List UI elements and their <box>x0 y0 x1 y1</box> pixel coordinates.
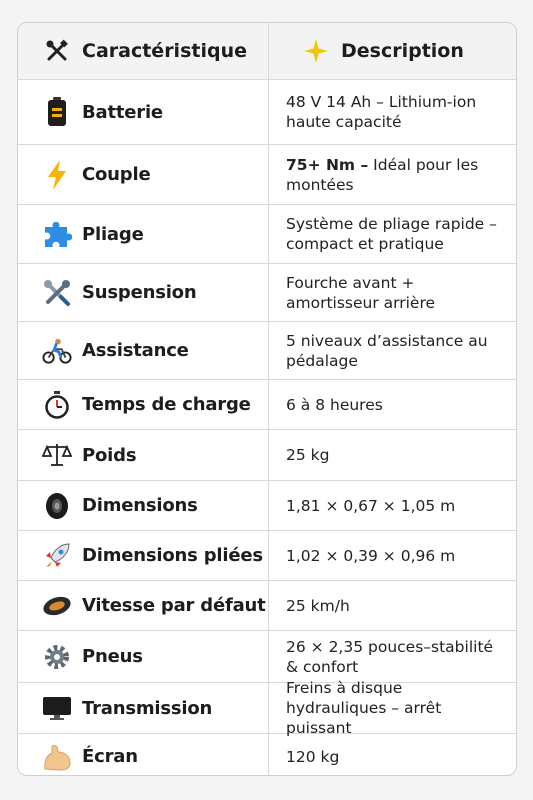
feature-label: Pliage <box>82 223 144 245</box>
table-header <box>18 23 516 80</box>
monitor-icon <box>42 693 72 723</box>
feature-label: Écran <box>82 746 138 767</box>
table-row <box>18 679 516 737</box>
table-row <box>18 430 516 481</box>
feature-label: Temps de charge <box>82 394 251 415</box>
table-row <box>18 264 516 322</box>
table-row <box>18 380 516 430</box>
feature-label: Couple <box>82 164 151 185</box>
stopwatch-icon <box>42 390 72 420</box>
header-label-feature: Caractéristique <box>82 40 247 62</box>
feature-label: Vitesse par défaut <box>82 595 266 616</box>
feature-description: 75+ Nm – Idéal pour les montées <box>286 155 479 194</box>
scale-icon <box>42 440 72 470</box>
table-row <box>18 631 516 683</box>
feature-label: Transmission <box>82 697 213 719</box>
feature-description: 1,02 × 0,39 × 0,96 m <box>286 546 456 565</box>
feature-label: Dimensions pliées <box>82 545 263 566</box>
feature-description: 5 niveaux d’assistance au pédalage <box>286 331 488 370</box>
flexed-biceps-icon <box>42 742 72 772</box>
header-col-feature <box>18 23 269 79</box>
cyclist-icon <box>42 336 72 366</box>
feature-description: 6 à 8 heures <box>286 395 383 414</box>
table-row <box>18 581 516 631</box>
table-row <box>18 205 516 264</box>
tools-icon <box>42 36 72 66</box>
spec-table <box>17 22 517 776</box>
feature-label: Assistance <box>82 340 189 361</box>
table-row <box>18 80 516 145</box>
tire-icon <box>42 491 72 521</box>
lightning-icon <box>42 160 72 190</box>
feature-description: 26 × 2,35 pouces–stabilité & confort <box>286 637 494 676</box>
table-row <box>18 531 516 581</box>
rocket-icon <box>42 541 72 571</box>
feature-description: 120 kg <box>286 747 340 766</box>
header-label-description: Description <box>341 40 464 62</box>
table-row <box>18 322 516 380</box>
feature-description: 25 km/h <box>286 596 350 615</box>
feature-description: 25 kg <box>286 446 330 464</box>
table-row <box>18 481 516 531</box>
feature-label: Poids <box>82 444 137 466</box>
rugby-ball-icon <box>42 591 72 621</box>
table-row <box>18 734 516 776</box>
torque-value: 75+ Nm – <box>286 155 369 174</box>
gear-icon <box>42 642 72 672</box>
battery-icon <box>42 97 72 127</box>
tools-icon <box>42 278 72 308</box>
feature-label: Batterie <box>82 101 163 123</box>
feature-label: Suspension <box>82 282 197 303</box>
feature-description: Système de pliage rapide – compact et pratique <box>286 215 497 253</box>
sparkle-icon <box>301 36 331 66</box>
feature-description: 48 V 14 Ah – Lithium-ion haute capacité <box>286 93 477 131</box>
feature-description: 1,81 × 0,67 × 1,05 m <box>286 496 456 515</box>
table-row <box>18 145 516 205</box>
feature-label: Pneus <box>82 646 143 667</box>
puzzle-icon <box>42 219 72 249</box>
feature-description: Freins à disque hydrauliques – arrêt puissant <box>286 679 442 737</box>
feature-description: Fourche avant + amortisseur arrière <box>286 273 436 312</box>
feature-label: Dimensions <box>82 495 198 516</box>
header-col-description <box>269 23 516 79</box>
